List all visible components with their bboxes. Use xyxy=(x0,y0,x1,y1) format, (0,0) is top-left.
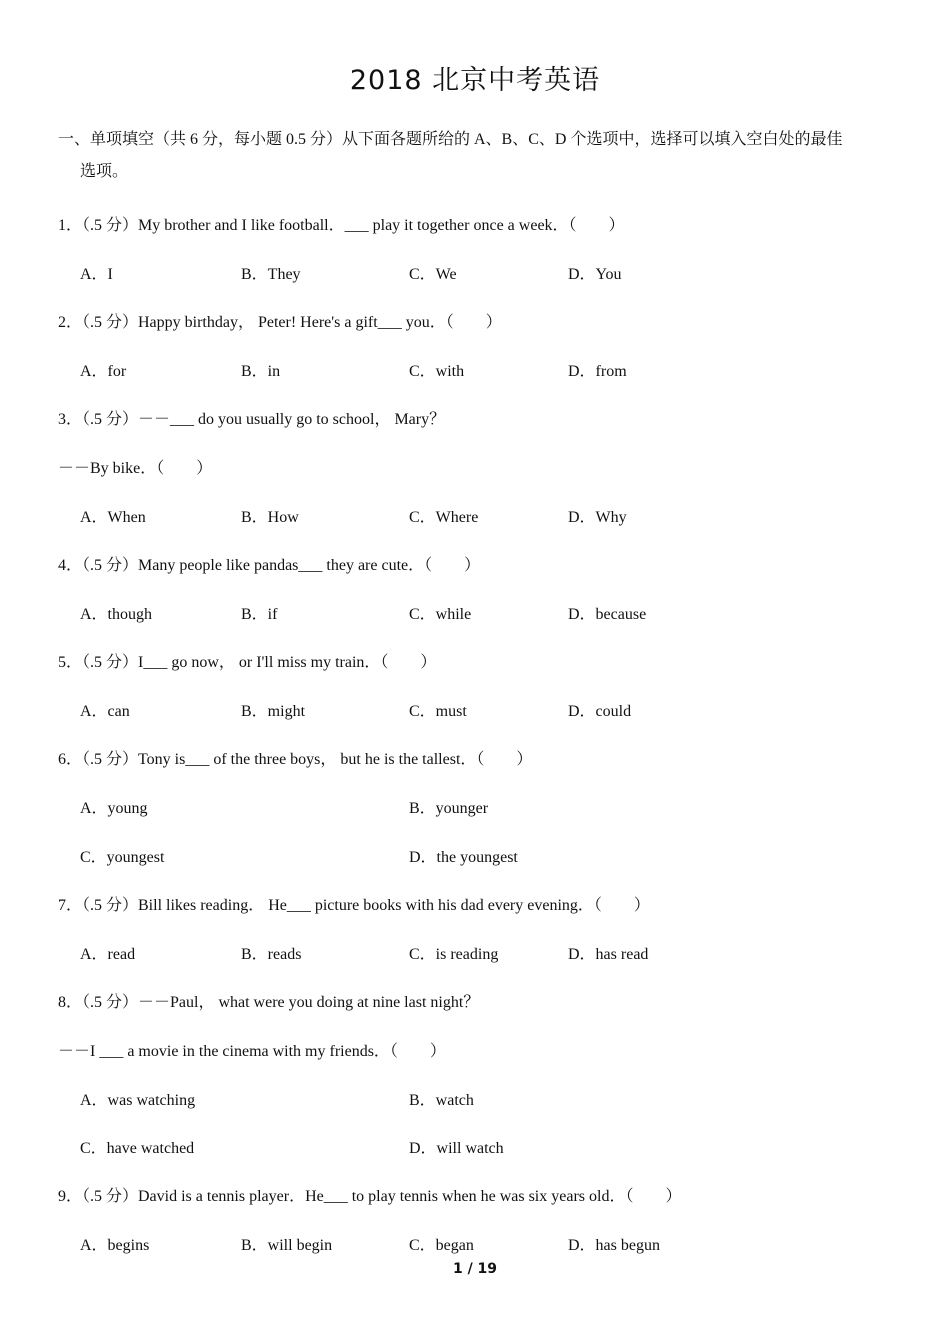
question-3-option-a[interactable]: A．When xyxy=(80,509,146,526)
question-4-stem: 4．（.5 分）Many people like pandas___ they are cute．（ ） xyxy=(58,557,481,574)
question-2-option-a[interactable]: A．for xyxy=(80,363,127,380)
section-instruction-line2: 选项。 xyxy=(80,163,129,180)
question-9-option-b[interactable]: B．will begin xyxy=(241,1237,333,1254)
question-7-option-c[interactable]: C．is reading xyxy=(409,946,499,963)
question-5-option-a[interactable]: A．can xyxy=(80,703,130,720)
question-4-option-d[interactable]: D．because xyxy=(568,606,647,623)
question-3-option-c[interactable]: C．Where xyxy=(409,509,479,526)
question-7-option-a[interactable]: A．read xyxy=(80,946,136,963)
question-7-option-b[interactable]: B．reads xyxy=(241,946,302,963)
page-title: 2018 北京中考英语 xyxy=(349,65,601,96)
question-4-option-b[interactable]: B．if xyxy=(241,606,278,623)
question-5-option-d[interactable]: D．could xyxy=(568,703,632,720)
question-9-stem: 9．（.5 分）David is a tennis player．He___ to play tennis when he was six years old．（ ） xyxy=(58,1188,682,1205)
section-heading xyxy=(58,124,890,188)
question-8-option-c[interactable]: C．have watched xyxy=(80,1140,195,1157)
question-5-option-b[interactable]: B．might xyxy=(241,703,306,720)
page-number: 1 / 19 xyxy=(452,1261,498,1277)
question-3-option-b[interactable]: B．How xyxy=(241,509,299,526)
question-8-option-d[interactable]: D．will watch xyxy=(409,1140,504,1157)
question-3-stem: 3．（.5 分）－－___ do you usually go to school， Mary？ xyxy=(58,411,446,428)
question-6-option-a[interactable]: A．young xyxy=(80,800,148,817)
question-8-option-a[interactable]: A．was watching xyxy=(80,1092,196,1109)
question-2-stem: 2．（.5 分）Happy birthday， Peter! Here's a gift___ you．（ ） xyxy=(58,314,502,331)
question-1-stem: 1．（.5 分）My brother and I like football．___ play it together once a week．（ ） xyxy=(58,217,625,234)
question-7-option-d[interactable]: D．has read xyxy=(568,946,649,963)
question-8-stem: 8．（.5 分）－－Paul， what were you doing at nine last night？ xyxy=(58,994,480,1011)
question-7-stem: 7．（.5 分）Bill likes reading． He___ picture books with his dad every evening．（ ） xyxy=(58,897,650,914)
question-1-option-a[interactable]: A．I xyxy=(80,266,113,283)
question-2-option-b[interactable]: B．in xyxy=(241,363,281,380)
question-5-option-c[interactable]: C．must xyxy=(409,703,467,720)
question-2-option-c[interactable]: C．with xyxy=(409,363,465,380)
question-9-option-d[interactable]: D．has begun xyxy=(568,1237,660,1254)
question-1-option-d[interactable]: D．You xyxy=(568,266,622,283)
question-9-option-a[interactable]: A．begins xyxy=(80,1237,150,1254)
question-1-option-b[interactable]: B．They xyxy=(241,266,301,283)
question-4-option-a[interactable]: A．though xyxy=(80,606,153,623)
question-6-option-d[interactable]: D．the youngest xyxy=(409,849,518,866)
question-6-stem: 6．（.5 分）Tony is___ of the three boys， but he is the tallest．（ ） xyxy=(58,751,533,768)
question-9-option-c[interactable]: C．began xyxy=(409,1237,474,1254)
question-2-option-d[interactable]: D．from xyxy=(568,363,627,380)
question-8-option-b[interactable]: B．watch xyxy=(409,1092,474,1109)
question-4-option-c[interactable]: C．while xyxy=(409,606,472,623)
question-8-stem-reply: －－I ___ a movie in the cinema with my friends．（ ） xyxy=(58,1043,446,1060)
section-instruction-line1: 一、单项填空（共 6 分，每小题 0.5 分）从下面各题所给的 A、B、C、D 个选项中，选择可以填入空白处的最佳 xyxy=(58,131,843,148)
question-6-option-c[interactable]: C．youngest xyxy=(80,849,165,866)
question-3-stem-reply: －－By bike．（ ） xyxy=(58,460,213,477)
question-6-option-b[interactable]: B．younger xyxy=(409,800,489,817)
question-3-option-d[interactable]: D．Why xyxy=(568,509,627,526)
question-1-option-c[interactable]: C．We xyxy=(409,266,457,283)
question-5-stem: 5．（.5 分）I___ go now， or I'll miss my train．（ ） xyxy=(58,654,437,671)
